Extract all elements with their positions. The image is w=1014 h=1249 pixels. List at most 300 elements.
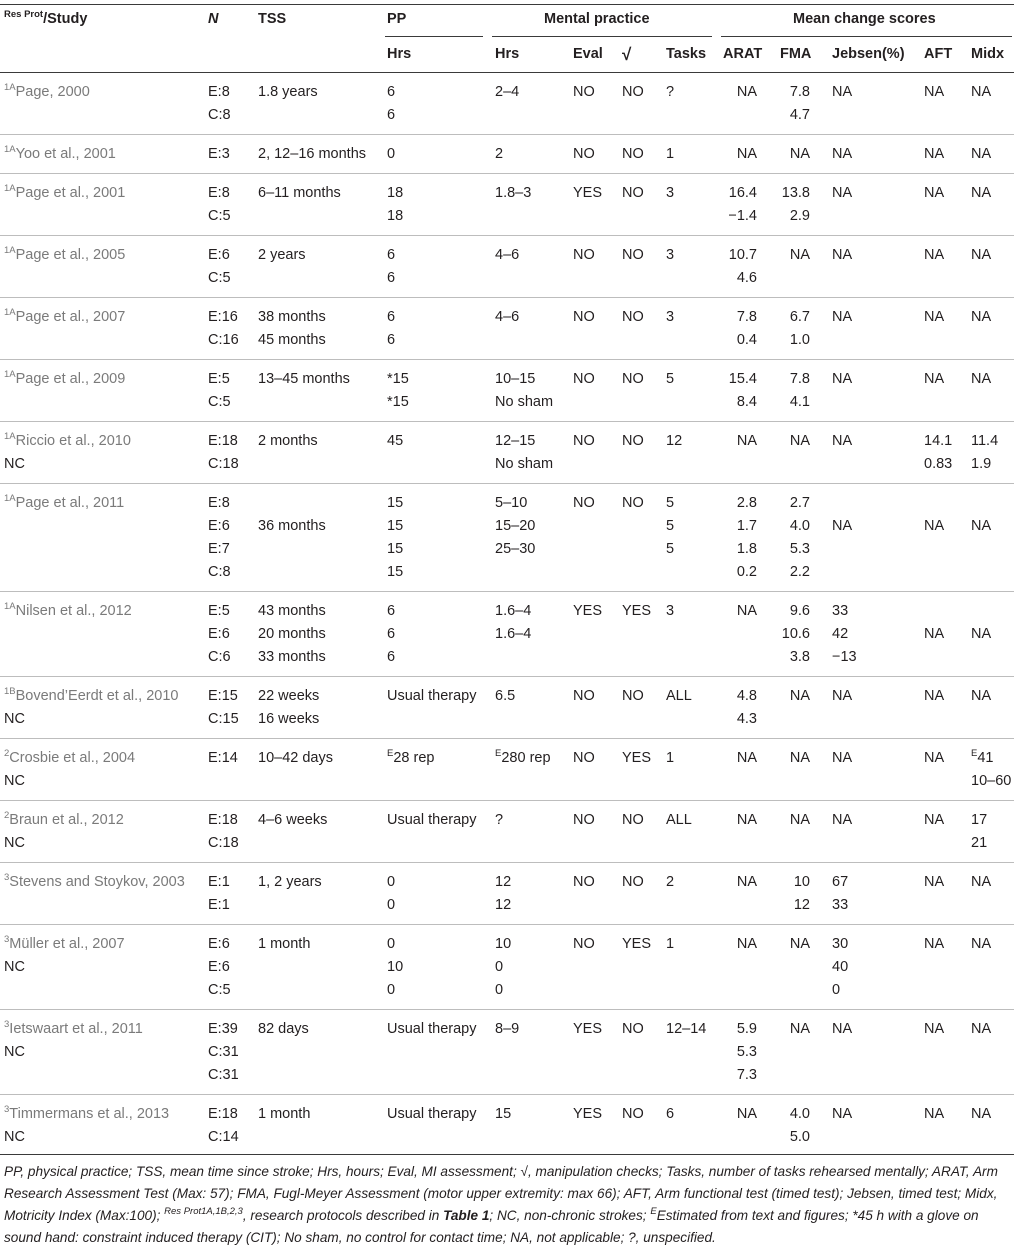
- protocol-superscript: 3: [4, 1104, 10, 1115]
- row-separator: [0, 738, 1014, 739]
- cell-jebsen: 33: [832, 603, 849, 619]
- cell-jebsen: NA: [832, 1106, 853, 1122]
- cell-arat: NA: [736, 146, 757, 162]
- non-chronic-flag: NC: [4, 773, 25, 789]
- study-name: [4, 871, 185, 894]
- cell-aft: NA: [924, 1106, 945, 1122]
- cell-sample-size: E:1: [208, 897, 230, 913]
- cell-time-since-stroke: 1 month: [258, 1106, 311, 1122]
- study-name: [4, 81, 90, 104]
- cell-fma: NA: [789, 1021, 810, 1037]
- row-separator: [0, 297, 1014, 298]
- cell-sample-size: E:39: [208, 1021, 238, 1037]
- cell-fma: 3.8: [789, 649, 810, 665]
- cell-aft: NA: [924, 185, 945, 201]
- cell-time-since-stroke: 6–11 months: [258, 185, 341, 201]
- cell-tasks: 1: [666, 146, 675, 162]
- study-name: [4, 244, 125, 267]
- cell-jebsen: NA: [832, 371, 853, 387]
- cell-mp-hours: 10: [495, 936, 512, 952]
- cell-sample-size: E:18: [208, 433, 238, 449]
- cell-arat: 16.4: [728, 185, 757, 201]
- non-chronic-flag: NC: [4, 711, 25, 727]
- header-mean-change-scores: Mean change scores: [793, 11, 936, 27]
- cell-fma: 13.8: [781, 185, 810, 201]
- study-citation: Page et al., 2009: [15, 371, 126, 387]
- row-separator: [0, 862, 1014, 863]
- study-citation: Crosbie et al., 2004: [9, 750, 136, 766]
- cell-eval: NO: [573, 247, 595, 263]
- row-separator: [0, 800, 1014, 801]
- cell-value: 28 rep: [393, 750, 435, 766]
- study-citation: Page, 2000: [15, 84, 90, 100]
- cell-sample-size: E:8: [208, 495, 230, 511]
- study-citation: Stevens and Stoykov, 2003: [9, 874, 185, 890]
- header-manipulation-check: √: [622, 45, 632, 64]
- cell-time-since-stroke: 43 months: [258, 603, 326, 619]
- study-name: [4, 306, 125, 329]
- cell-pp-hours: 0: [387, 936, 396, 952]
- row-separator: [0, 676, 1014, 677]
- cell-arat: 1.8: [736, 541, 757, 557]
- protocol-superscript: 1B: [4, 686, 16, 697]
- cell-tasks: 3: [666, 309, 675, 325]
- row-separator: [0, 173, 1014, 174]
- cell-midx: NA: [971, 936, 992, 952]
- table-footnote: PP, physical practice; TSS, mean time since stroke; Hrs, hours; Eval, MI assessment; √, manipulation checks; Tasks, number of tasks rehearsed mentally; ARAT, Arm Research Assessment Test (Max: 57); FMA, Fugl-Meyer Assessment (motor upper extremity: max 66); AFT, Arm functional test (timed test); Jebsen, timed test; Midx, Motricity Index (Max:100); $^{Res Prot1A,1B,2,3}$, research protocols described in Table 1; NC, non-chronic strokes; $^E$Estimated from text and figures; *45 h with a glove on sound hand: constraint induced therapy (CIT); No sham, no control for contact time; NA, not applicable; ?, unspecified.: [4, 1164, 998, 1245]
- cell-fma: 4.7: [789, 107, 810, 123]
- study-name: [4, 430, 131, 453]
- cell-manipulation-check: NO: [622, 84, 644, 100]
- cell-sample-size: E:6: [208, 626, 230, 642]
- cell-jebsen: NA: [832, 185, 853, 201]
- cell-manipulation-check: NO: [622, 146, 644, 162]
- cell-sample-size: E:6: [208, 518, 230, 534]
- cell-manipulation-check: YES: [622, 936, 652, 952]
- cell-tasks: 3: [666, 185, 675, 201]
- cell-midx: NA: [971, 185, 992, 201]
- cell-arat: 5.3: [736, 1044, 757, 1060]
- cell-mp-hours: 12: [495, 874, 512, 890]
- non-chronic-flag: NC: [4, 456, 25, 472]
- cell-tasks: ?: [666, 84, 675, 100]
- cell-pp-hours: 15: [387, 495, 404, 511]
- non-chronic-flag: NC: [4, 835, 25, 851]
- cell-jebsen: NA: [832, 518, 853, 534]
- estimated-superscript: E: [971, 748, 978, 759]
- cell-arat: NA: [736, 84, 757, 100]
- cell-mp-hours: 12–15: [495, 433, 536, 449]
- cell-fma: 10: [793, 874, 810, 890]
- cell-value: 41: [977, 750, 994, 766]
- cell-tasks: 1: [666, 750, 675, 766]
- cell-pp-hours: *15: [387, 394, 409, 410]
- cell-sample-size: E:16: [208, 309, 238, 325]
- protocol-superscript: 1A: [4, 493, 16, 504]
- cell-aft: NA: [924, 688, 945, 704]
- cell-sample-size: E:15: [208, 688, 238, 704]
- cell-fma: 4.0: [789, 518, 810, 534]
- cell-eval: NO: [573, 812, 595, 828]
- cell-pp-hours: 45: [387, 433, 404, 449]
- cell-jebsen: 67: [832, 874, 849, 890]
- protocol-superscript: 1A: [4, 144, 16, 155]
- row-separator: [0, 1094, 1014, 1095]
- study-name: [4, 182, 125, 205]
- cell-pp-hours: 6: [387, 332, 396, 348]
- cell-pp-hours: 6: [387, 247, 396, 263]
- cell-fma: 7.8: [789, 84, 810, 100]
- cell-eval: NO: [573, 433, 595, 449]
- cell-arat: 4.8: [736, 688, 757, 704]
- header-jebsen: Jebsen(%): [832, 46, 905, 62]
- cell-sample-size: C:8: [208, 107, 231, 123]
- cell-manipulation-check: NO: [622, 495, 644, 511]
- row-separator: [0, 359, 1014, 360]
- cell-mp-hours: 2–4: [495, 84, 520, 100]
- study-name: [4, 143, 116, 166]
- cell-jebsen: 30: [832, 936, 849, 952]
- header-midx: Midx: [971, 46, 1005, 62]
- non-chronic-flag: NC: [4, 1044, 25, 1060]
- cell-time-since-stroke: 82 days: [258, 1021, 309, 1037]
- cell-manipulation-check: NO: [622, 185, 644, 201]
- cell-manipulation-check: NO: [622, 812, 644, 828]
- cell-manipulation-check: NO: [622, 371, 644, 387]
- cell-fma: 1.0: [789, 332, 810, 348]
- cell-mp-hours: 1.8–3: [495, 185, 532, 201]
- table-bottom-rule: [0, 1154, 1014, 1155]
- estimated-superscript: E: [387, 748, 394, 759]
- study-citation: Page et al., 2005: [15, 247, 126, 263]
- cell-arat: 2.8: [736, 495, 757, 511]
- cell-midx: NA: [971, 874, 992, 890]
- cell-sample-size: E:1: [208, 874, 230, 890]
- cell-aft: NA: [924, 371, 945, 387]
- cell-arat: 0.2: [736, 564, 757, 580]
- study-citation: Page et al., 2011: [15, 495, 125, 511]
- cell-eval: NO: [573, 84, 595, 100]
- cell-arat: NA: [736, 812, 757, 828]
- cell-midx: 21: [971, 835, 988, 851]
- cell-sample-size: E:14: [208, 750, 238, 766]
- table-top-rule: [0, 4, 1014, 5]
- cell-sample-size: E:8: [208, 84, 230, 100]
- cell-time-since-stroke: 38 months: [258, 309, 326, 325]
- cell-aft: NA: [924, 247, 945, 263]
- cell-tasks: 5: [666, 495, 675, 511]
- protocol-superscript: 1A: [4, 82, 16, 93]
- protocol-superscript: 1A: [4, 245, 16, 256]
- protocol-superscript: 1A: [4, 431, 16, 442]
- cell-tasks: 3: [666, 247, 675, 263]
- study-name: [4, 685, 178, 708]
- cell-mp-hours: 1.6–4: [495, 603, 532, 619]
- cell-pp-hours: 6: [387, 649, 396, 665]
- cell-sample-size: C:14: [208, 1129, 239, 1145]
- cell-manipulation-check: YES: [622, 603, 652, 619]
- cell-fma: 5.3: [789, 541, 810, 557]
- cell-pp-hours: [387, 747, 434, 770]
- cell-jebsen: NA: [832, 433, 853, 449]
- cell-sample-size: E:18: [208, 812, 238, 828]
- protocol-superscript: 2: [4, 748, 10, 759]
- cell-midx: NA: [971, 247, 992, 263]
- cell-tasks: 5: [666, 518, 675, 534]
- cell-fma: NA: [789, 936, 810, 952]
- cell-value: 280 rep: [501, 750, 551, 766]
- cell-arat: 7.3: [736, 1067, 757, 1083]
- cell-pp-hours: 6: [387, 309, 396, 325]
- cell-time-since-stroke: 2 years: [258, 247, 306, 263]
- cell-sample-size: E:5: [208, 371, 230, 387]
- cell-pp-hours: 15: [387, 564, 404, 580]
- cell-sample-size: E:18: [208, 1106, 238, 1122]
- cell-fma: 4.0: [789, 1106, 810, 1122]
- cell-mp-hours: 1.6–4: [495, 626, 532, 642]
- cell-jebsen: NA: [832, 750, 853, 766]
- cell-midx: NA: [971, 1021, 992, 1037]
- cell-eval: NO: [573, 309, 595, 325]
- row-separator: [0, 1009, 1014, 1010]
- cell-mp-hours: 25–30: [495, 541, 536, 557]
- cell-midx: [971, 747, 993, 770]
- cell-midx: NA: [971, 371, 992, 387]
- cell-eval: NO: [573, 371, 595, 387]
- cell-pp-hours: 15: [387, 518, 404, 534]
- cell-midx: NA: [971, 518, 992, 534]
- cell-manipulation-check: NO: [622, 1021, 644, 1037]
- cell-pp-hours: 6: [387, 603, 396, 619]
- header-mental-practice: Mental practice: [544, 11, 650, 27]
- cell-sample-size: E:6: [208, 959, 230, 975]
- cell-fma: NA: [789, 433, 810, 449]
- cell-fma: 10.6: [781, 626, 810, 642]
- cell-eval: YES: [573, 603, 603, 619]
- cell-midx: 11.4: [971, 433, 999, 449]
- cell-tasks: ALL: [666, 812, 692, 828]
- header-pp-hrs: Hrs: [387, 46, 412, 62]
- cell-sample-size: E:5: [208, 603, 230, 619]
- cell-jebsen: 33: [832, 897, 849, 913]
- cell-sample-size: E:7: [208, 541, 230, 557]
- cell-tasks: 12–14: [666, 1021, 707, 1037]
- cell-eval: NO: [573, 874, 595, 890]
- protocol-superscript: 3: [4, 1019, 10, 1030]
- protocol-superscript: 3: [4, 934, 10, 945]
- cell-pp-hours: 18: [387, 185, 404, 201]
- cell-arat: NA: [736, 433, 757, 449]
- cell-time-since-stroke: 45 months: [258, 332, 326, 348]
- cell-aft: NA: [924, 626, 945, 642]
- cell-manipulation-check: NO: [622, 688, 644, 704]
- cell-aft: NA: [924, 936, 945, 952]
- cell-jebsen: 40: [832, 959, 849, 975]
- cell-sample-size: C:16: [208, 332, 239, 348]
- cell-arat: 1.7: [736, 518, 757, 534]
- cell-mp-hours: 15–20: [495, 518, 536, 534]
- cell-jebsen: NA: [832, 247, 853, 263]
- header-tasks: Tasks: [666, 46, 707, 62]
- cell-aft: NA: [924, 750, 945, 766]
- cell-mp-hours: [495, 747, 551, 770]
- row-separator: [0, 134, 1014, 135]
- study-name: [4, 1018, 143, 1041]
- cell-aft: 0.83: [924, 456, 953, 472]
- study-citation: Page et al., 2001: [15, 185, 126, 201]
- cell-sample-size: C:31: [208, 1044, 239, 1060]
- cell-fma: NA: [789, 812, 810, 828]
- cell-jebsen: −13: [832, 649, 857, 665]
- cell-sample-size: E:6: [208, 936, 230, 952]
- cell-tasks: 3: [666, 603, 675, 619]
- study-citation: Yoo et al., 2001: [15, 146, 116, 162]
- cell-arat: NA: [736, 750, 757, 766]
- cell-arat: −1.4: [728, 208, 757, 224]
- study-citation: Page et al., 2007: [15, 309, 126, 325]
- protocol-superscript: 1A: [4, 601, 16, 612]
- row-separator: [0, 235, 1014, 236]
- cell-arat: 5.9: [736, 1021, 757, 1037]
- cell-midx: 10–60: [971, 773, 1012, 789]
- cell-eval: NO: [573, 495, 595, 511]
- cell-aft: NA: [924, 309, 945, 325]
- cell-pp-hours: 10: [387, 959, 404, 975]
- cell-jebsen: NA: [832, 688, 853, 704]
- header-pp: PP: [387, 11, 407, 27]
- cell-time-since-stroke: 10–42 days: [258, 750, 333, 766]
- cell-arat: NA: [736, 874, 757, 890]
- non-chronic-flag: NC: [4, 959, 25, 975]
- cell-arat: 15.4: [728, 371, 757, 387]
- cell-eval: YES: [573, 185, 603, 201]
- study-name: [4, 368, 125, 391]
- cell-fma: 9.6: [789, 603, 810, 619]
- cell-arat: NA: [736, 1106, 757, 1122]
- non-chronic-flag: NC: [4, 1129, 25, 1145]
- cell-sample-size: C:15: [208, 711, 239, 727]
- cell-mp-hours: 2: [495, 146, 504, 162]
- header-aft: AFT: [924, 46, 953, 62]
- study-citation: Braun et al., 2012: [9, 812, 124, 828]
- cell-midx: NA: [971, 309, 992, 325]
- cell-arat: 7.8: [736, 309, 757, 325]
- cell-jebsen: 42: [832, 626, 849, 642]
- study-citation: Müller et al., 2007: [9, 936, 125, 952]
- cell-pp-hours: 0: [387, 874, 396, 890]
- cell-mp-hours: 8–9: [495, 1021, 520, 1037]
- cell-time-since-stroke: 36 months: [258, 518, 326, 534]
- cell-manipulation-check: NO: [622, 1106, 644, 1122]
- cell-midx: NA: [971, 84, 992, 100]
- study-name: [4, 600, 132, 623]
- header-eval: Eval: [573, 46, 603, 62]
- cell-tasks: 5: [666, 541, 675, 557]
- cell-mp-hours: ?: [495, 812, 504, 828]
- study-citation: Bovend’Eerdt et al., 2010: [15, 688, 179, 704]
- header-n: N: [208, 11, 219, 27]
- cell-midx: NA: [971, 146, 992, 162]
- cell-pp-hours: Usual therapy: [387, 812, 477, 828]
- cell-pp-hours: 6: [387, 270, 396, 286]
- protocol-superscript: 1A: [4, 369, 16, 380]
- cell-fma: 2.7: [789, 495, 810, 511]
- cell-eval: NO: [573, 688, 595, 704]
- cell-fma: NA: [789, 146, 810, 162]
- cell-pp-hours: Usual therapy: [387, 1021, 477, 1037]
- cell-pp-hours: 6: [387, 626, 396, 642]
- cell-aft: NA: [924, 146, 945, 162]
- cell-pp-hours: 0: [387, 897, 396, 913]
- cell-mp-hours: 6.5: [495, 688, 516, 704]
- mental-practice-group-rule: [492, 36, 712, 37]
- cell-mp-hours: 12: [495, 897, 512, 913]
- cell-mp-hours: No sham: [495, 394, 554, 410]
- cell-fma: NA: [789, 688, 810, 704]
- cell-midx: NA: [971, 626, 992, 642]
- cell-mp-hours: 4–6: [495, 309, 520, 325]
- study-name: [4, 492, 124, 515]
- protocol-superscript: 2: [4, 810, 10, 821]
- cell-manipulation-check: NO: [622, 247, 644, 263]
- cell-aft: NA: [924, 518, 945, 534]
- mean-change-group-rule: [721, 36, 1012, 37]
- cell-fma: 12: [793, 897, 810, 913]
- cell-time-since-stroke: 22 weeks: [258, 688, 320, 704]
- cell-tasks: 1: [666, 936, 675, 952]
- header-study: $^{Res Prot}$/Study: [4, 9, 88, 27]
- cell-fma: 7.8: [789, 371, 810, 387]
- header-bottom-rule: [0, 72, 1014, 73]
- cell-arat: 4.6: [736, 270, 757, 286]
- cell-jebsen: NA: [832, 812, 853, 828]
- cell-jebsen: NA: [832, 1021, 853, 1037]
- cell-pp-hours: 0: [387, 982, 396, 998]
- row-separator: [0, 421, 1014, 422]
- cell-tasks: 12: [666, 433, 683, 449]
- cell-mp-hours: 15: [495, 1106, 512, 1122]
- cell-time-since-stroke: 20 months: [258, 626, 326, 642]
- cell-arat: 0.4: [736, 332, 757, 348]
- protocol-superscript: 1A: [4, 183, 16, 194]
- pp-group-rule: [385, 36, 483, 37]
- cell-pp-hours: 15: [387, 541, 404, 557]
- cell-aft: NA: [924, 84, 945, 100]
- estimated-superscript: E: [495, 748, 502, 759]
- header-tss: TSS: [258, 11, 287, 27]
- cell-time-since-stroke: 16 weeks: [258, 711, 320, 727]
- cell-time-since-stroke: 2 months: [258, 433, 318, 449]
- cell-pp-hours: Usual therapy: [387, 1106, 477, 1122]
- protocol-superscript: 1A: [4, 307, 16, 318]
- cell-sample-size: C:6: [208, 649, 231, 665]
- cell-arat: 4.3: [736, 711, 757, 727]
- cell-time-since-stroke: 1.8 years: [258, 84, 318, 100]
- cell-sample-size: C:8: [208, 564, 231, 580]
- cell-time-since-stroke: 1 month: [258, 936, 311, 952]
- cell-fma: 2.9: [789, 208, 810, 224]
- cell-jebsen: NA: [832, 309, 853, 325]
- cell-time-since-stroke: 4–6 weeks: [258, 812, 328, 828]
- cell-manipulation-check: NO: [622, 874, 644, 890]
- study-citation: Nilsen et al., 2012: [15, 603, 132, 619]
- cell-fma: NA: [789, 247, 810, 263]
- cell-aft: 14.1: [924, 433, 953, 449]
- cell-time-since-stroke: 13–45 months: [258, 371, 350, 387]
- row-separator: [0, 924, 1014, 925]
- cell-pp-hours: 18: [387, 208, 404, 224]
- cell-manipulation-check: YES: [622, 750, 652, 766]
